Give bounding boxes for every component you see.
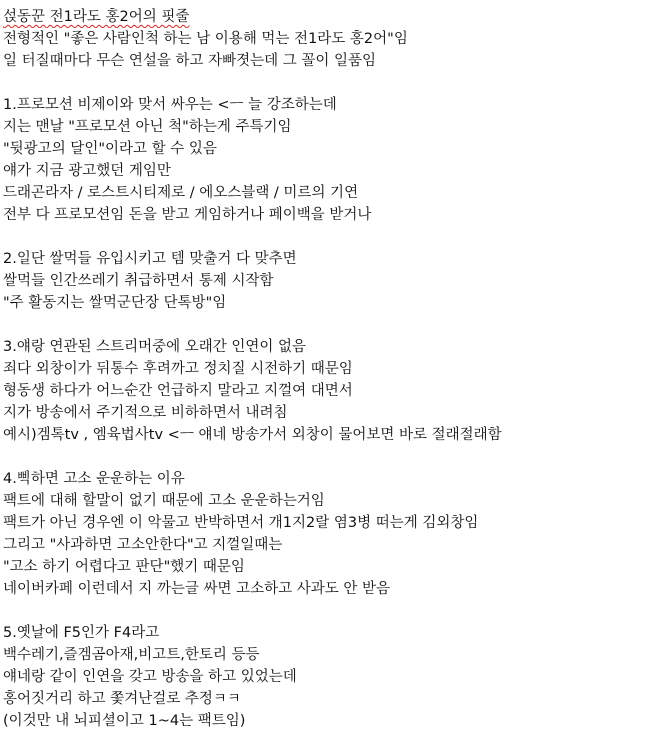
blank-line xyxy=(3,72,663,94)
text-line: 4.삑하면 고소 운운하는 이유 xyxy=(3,471,185,487)
text-line: 일 터질때마다 무슨 연설을 하고 자빠졋는데 그 꼴이 일품임 xyxy=(3,53,377,69)
text-line: "뒷광고의 달인"이라고 할 수 있음 xyxy=(3,141,217,157)
text-line: 지는 맨날 "프로모션 아닌 척"하는게 주특기임 xyxy=(3,119,292,135)
document-body xyxy=(3,6,663,732)
text-line: "고소 하기 어렵다고 판단"했기 때문임 xyxy=(3,559,245,575)
text-line: 네이버카페 이런데서 지 까는글 싸면 고소하고 사과도 안 받음 xyxy=(3,581,391,597)
text-line: (이것만 내 뇌피셜이고 1~4는 팩트임) xyxy=(3,713,246,729)
text-line: 지가 방송에서 주기적으로 비하하면서 내려침 xyxy=(3,405,288,421)
text-line: 2.일단 쌀먹들 유입시키고 템 맞출거 다 맞추면 xyxy=(3,251,297,267)
text-line: 1.프로모션 비제이와 맞서 싸우는 <ㅡ 늘 강조하는데 xyxy=(3,97,337,113)
blank-line xyxy=(3,446,663,468)
text-line: 3.얘랑 연관된 스트리머중에 오래간 인연이 없음 xyxy=(3,339,307,355)
text-line: 팩트가 아닌 경우엔 이 악물고 반박하면서 개1지2랄 염3병 떠는게 김외창임 xyxy=(3,515,479,531)
text-line: 그리고 "사과하면 고소안한다"고 지껄일때는 xyxy=(3,537,283,553)
text-line: 전부 다 프로모션임 돈을 받고 게임하거나 페이백을 받거나 xyxy=(3,207,372,223)
blank-line xyxy=(3,314,663,336)
text-line: 얘네랑 같이 인연을 갖고 방송을 하고 있었는데 xyxy=(3,669,297,685)
text-line: 쌀먹들 인간쓰레기 취급하면서 통제 시작함 xyxy=(3,273,274,289)
text-line: 죄다 외창이가 뒤통수 후려까고 정치질 시전하기 때문임 xyxy=(3,361,353,377)
text-line: 얘가 지금 광고했던 게임만 xyxy=(3,163,171,179)
text-line: 5.옛날에 F5인가 F4라고 xyxy=(3,625,160,641)
text-line: 섡동꾼 전1라도 홍2어의 핏줄 xyxy=(3,9,190,25)
blank-line xyxy=(3,226,663,248)
text-line: 전형적인 "좋은 사람인척 하는 남 이용해 먹는 전1라도 홍2어"임 xyxy=(3,31,408,47)
text-line: 팩트에 대해 할말이 없기 때문에 고소 운운하는거임 xyxy=(3,493,325,509)
blank-line xyxy=(3,600,663,622)
text-line: 형동생 하다가 어느순간 언급하지 말라고 지껄여 대면서 xyxy=(3,383,353,399)
text-line: 드래곤라자 / 로스트시티제로 / 에오스블랙 / 미르의 기연 xyxy=(3,185,359,201)
text-line: "주 활동지는 쌀먹군단장 단톡방"임 xyxy=(3,295,227,311)
text-line: 예시)겜톡tv , 엠육법사tv <ㅡ 얘네 방송가서 외창이 물어보면 바로 절래절래함 xyxy=(3,427,502,443)
text-line: 홍어짓거리 하고 쫓겨난걸로 추정ㅋㅋ xyxy=(3,691,241,707)
text-line: 백수레기,즐겜곰아재,비고트,한토리 등등 xyxy=(3,647,260,663)
